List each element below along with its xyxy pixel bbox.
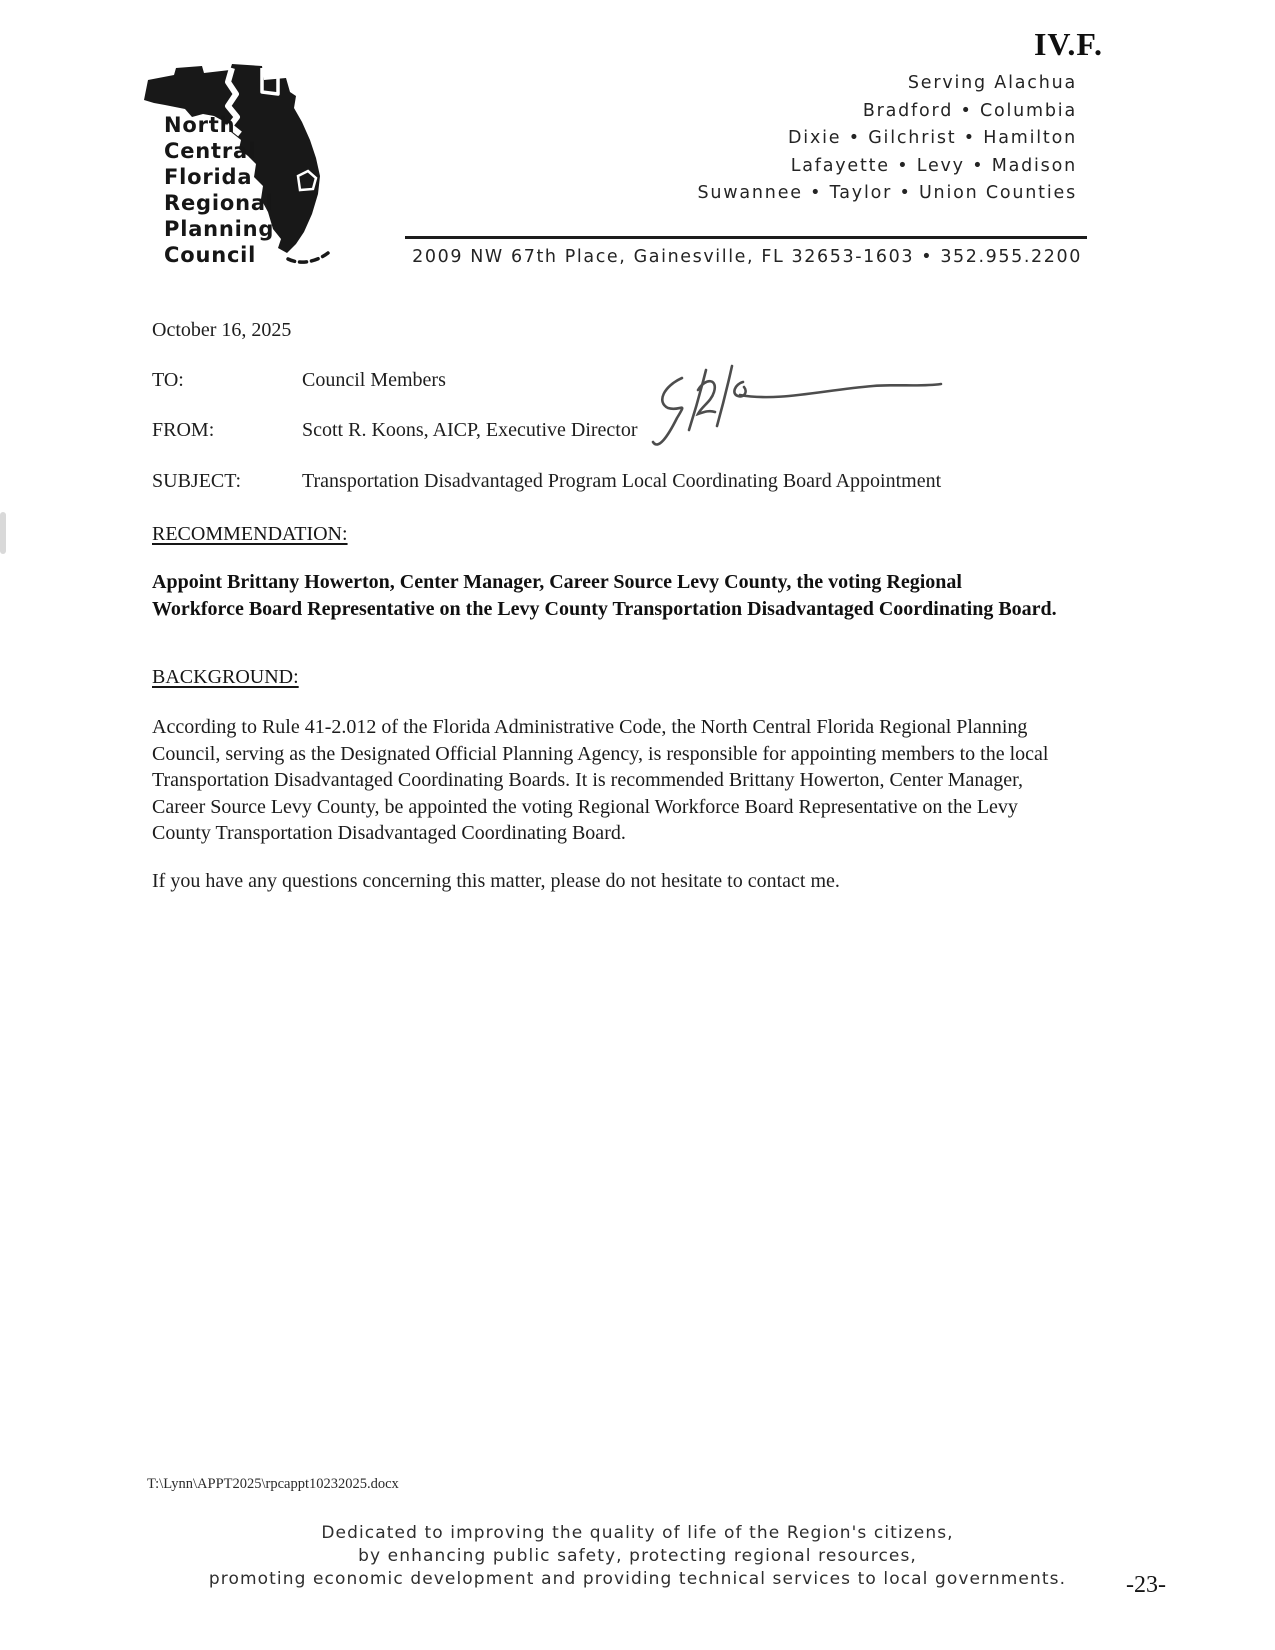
address-line: 2009 NW 67th Place, Gainesville, FL 32653-1603 • 352.955.2200	[412, 247, 1082, 267]
council-name-line: Planning	[164, 217, 275, 241]
background-paragraph: According to Rule 41-2.012 of the Florida Administrative Code, the North Central Florida Regional Planning Council, serving as the Designated Official Planning Agency, is responsible for appointing members to the local Transportation Disadvantaged Coordinating Boards. It is recommended Brittany Howerton, Center Manager, Career Source Levy County, be appointed the voting Regional Workforce Board Representative on the Levy County Transportation Disadvantaged Coordinating Board.	[152, 716, 1049, 844]
from-label: FROM:	[152, 419, 215, 441]
footer-motto-line: promoting economic development and providing technical services to local governments.	[208, 1569, 1067, 1589]
page-number: -23-	[1126, 1572, 1166, 1598]
council-name-line: Central	[164, 139, 256, 163]
recommendation-heading: RECOMMENDATION:	[152, 523, 348, 545]
file-path: T:\Lynn\APPT2025\rpcappt10232025.docx	[147, 1476, 399, 1492]
counties-served-line: Dixie • Gilchrist • Hamilton	[788, 128, 1077, 148]
to-value: Council Members	[302, 369, 446, 391]
footer-motto-line: by enhancing public safety, protecting regional resources,	[358, 1546, 917, 1566]
footer-motto	[0, 1522, 1275, 1591]
counties-served-line: Serving Alachua	[907, 73, 1077, 93]
recommendation-paragraph: Appoint Brittany Howerton, Center Manager, Career Source Levy County, the voting Regional Workforce Board Representative on the Levy County Transportation Disadvantaged Coordinating Board.	[152, 571, 1057, 620]
closing-line: If you have any questions concerning this matter, please do not hesitate to contact me.	[152, 870, 840, 892]
to-label: TO:	[152, 369, 184, 391]
agenda-item-label: IV.F.	[1033, 26, 1103, 62]
signature-icon	[648, 360, 948, 463]
council-name-line: Florida	[164, 165, 253, 189]
counties-served	[557, 70, 1077, 208]
subject-label: SUBJECT:	[152, 470, 242, 492]
council-name-line: North	[164, 113, 236, 137]
header-rule	[405, 236, 1087, 239]
from-value: Scott R. Koons, AICP, Executive Director	[302, 419, 638, 441]
footer-motto-line: Dedicated to improving the quality of life of the Region's citizens,	[321, 1523, 954, 1543]
letter-date: October 16, 2025	[152, 319, 292, 341]
subject-value: Transportation Disadvantaged Program Local Coordinating Board Appointment	[302, 470, 942, 492]
counties-served-line: Suwannee • Taylor • Union Counties	[697, 183, 1077, 203]
council-name-line: Regional	[164, 191, 274, 215]
council-name-line: Council	[164, 243, 257, 267]
counties-served-line: Lafayette • Levy • Madison	[790, 155, 1077, 176]
scan-smudge-artifact	[0, 512, 6, 554]
background-heading: BACKGROUND:	[152, 666, 299, 688]
council-name	[164, 112, 274, 268]
counties-served-line: Bradford • Columbia	[862, 100, 1077, 121]
council-logo	[140, 60, 380, 275]
